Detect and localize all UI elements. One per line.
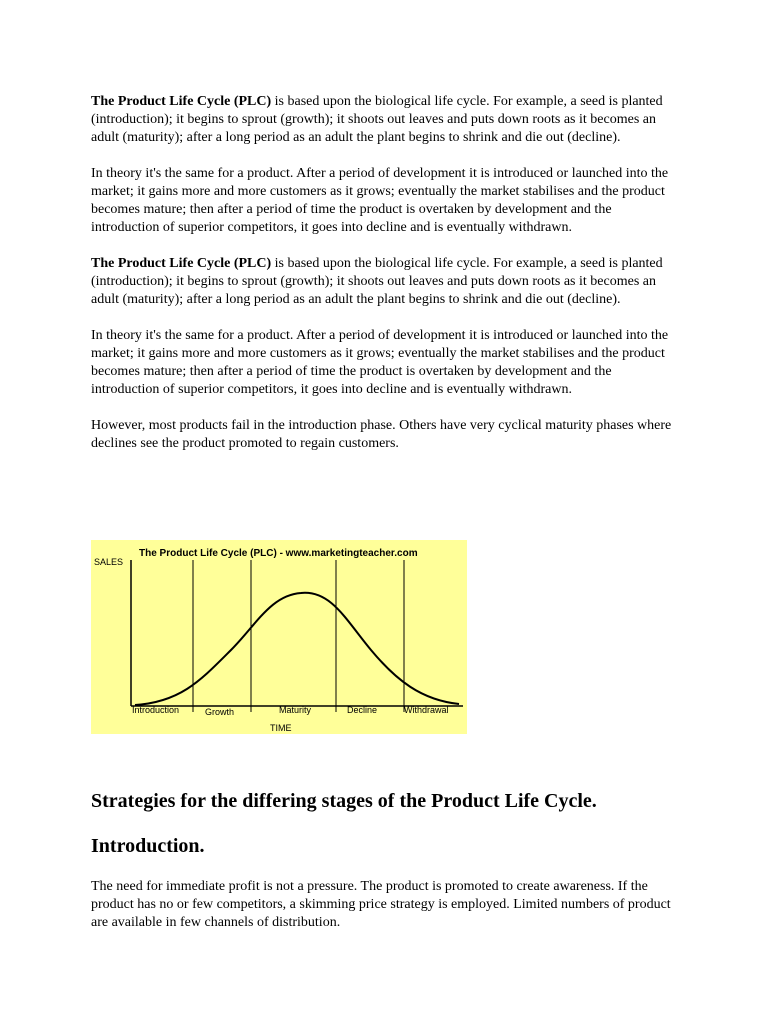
- stage-label-growth: Growth: [205, 707, 235, 717]
- document-body: [91, 93, 681, 453]
- paragraph-text: In theory it's the same for a product. After a period of development it is introduced or launched into the market; it gains more and more customers as it grows; eventually the market stabilises and the product becomes mature; then after a period of time the product is overtaken by development and the introduction of superior competitors, it goes into decline and is eventually withdrawn.: [91, 166, 669, 235]
- stage-label-introduction: Introduction: [132, 705, 180, 715]
- introduction-heading: Introduction.: [91, 835, 205, 857]
- bold-term: The Product Life Cycle (PLC): [91, 256, 272, 271]
- y-axis-label: SALES: [94, 557, 124, 567]
- paragraph-text: However, most products fail in the introduction phase. Others have very cyclical maturity phases where declines see the product promoted to regain customers.: [91, 418, 672, 451]
- paragraph-text: is based upon the biological life cycle. For example, a seed is planted (introduction); it begins to sprout (growth); it shoots out leaves and puts down roots as it becomes an adult (maturity); after a long period as an adult the plant begins to shrink and die out (decline).: [91, 94, 663, 145]
- paragraph-introduction-stage: The need for immediate profit is not a pressure. The product is promoted to create awareness. If the product has no or few competitors, a skimming price strategy is employed. Limited numbers of product are available in few channels of distribution.: [91, 879, 671, 930]
- paragraph-plc-definition: [91, 93, 681, 147]
- paragraph-text: In theory it's the same for a product. After a period of development it is introduced or launched into the market; it gains more and more customers as it grows; eventually the market stabilises and the product becomes mature; then after a period of time the product is overtaken by development and the introduction of superior competitors, it goes into decline and is eventually withdrawn.: [91, 328, 669, 397]
- paragraph-plc-theory-repeat: [91, 327, 681, 399]
- stage-label-withdrawal: Withdrawal: [404, 705, 449, 715]
- diagram-title: The Product Life Cycle (PLC) - www.marketingteacher.com: [139, 548, 418, 559]
- paragraph-text: is based upon the biological life cycle. For example, a seed is planted (introduction); it begins to sprout (growth); it shoots out leaves and puts down roots as it becomes an adult (maturity); after a long period as an adult the plant begins to shrink and die out (decline).: [91, 256, 663, 307]
- bold-term: The Product Life Cycle (PLC): [91, 94, 272, 109]
- stage-label-maturity: Maturity: [279, 705, 312, 715]
- x-axis-label: TIME: [270, 723, 292, 733]
- paragraph-plc-failures: [91, 417, 681, 453]
- paragraph-plc-definition-repeat: [91, 255, 681, 309]
- stage-label-decline: Decline: [347, 705, 378, 715]
- plc-diagram: [91, 540, 467, 734]
- paragraph-plc-theory: [91, 165, 681, 237]
- strategies-heading: Strategies for the differing stages of the Product Life Cycle.: [91, 790, 597, 812]
